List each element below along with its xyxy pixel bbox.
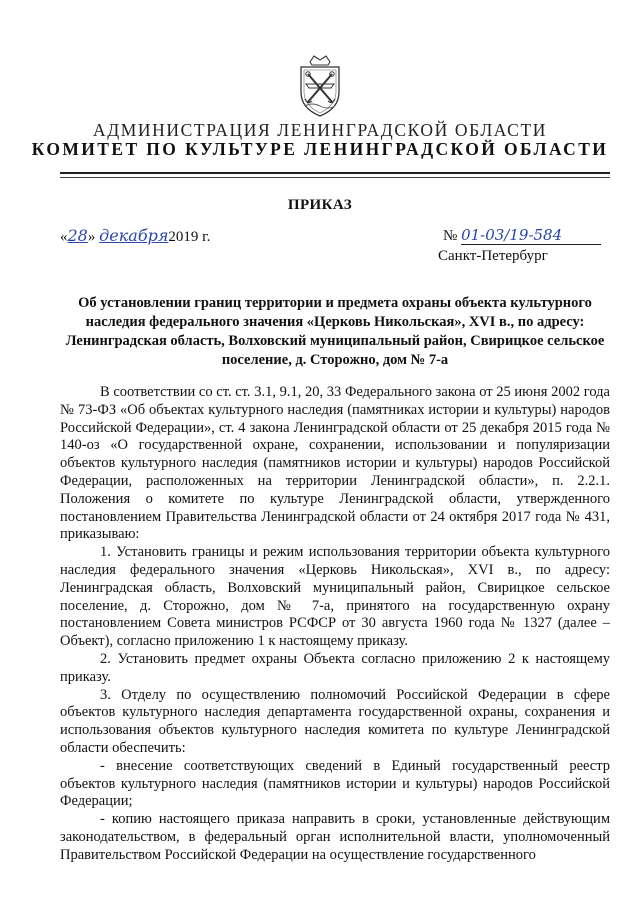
header-divider-thin	[60, 177, 610, 178]
order-subject: Об установлении границ территории и предмета охраны объекта культурного наследия федерального значения «Церковь Никольская», XVI в., по адресу: Ленинградская область, Волховский муниципальный район, Свирицкое сельское поселение, д. Сторожно, дом № 7-а	[65, 295, 605, 368]
date-open-quote: «	[60, 229, 68, 245]
header-divider-thick	[60, 172, 610, 174]
date-month-handwritten: декабря	[99, 226, 169, 245]
org-name-administration: АДМИНИСТРАЦИЯ ЛЕНИНГРАДСКОЙ ОБЛАСТИ	[93, 120, 547, 140]
number-prefix: №	[443, 228, 458, 244]
body-item-2: 2. Установить предмет охраны Объекта согласно приложению 2 к настоящему приказу.	[60, 650, 610, 685]
order-title: ПРИКАЗ	[287, 197, 353, 213]
order-number	[443, 226, 601, 245]
date-close-quote: »	[87, 229, 96, 245]
org-name-committee: КОМИТЕТ ПО КУЛЬТУРЕ ЛЕНИНГРАДСКОЙ ОБЛАСТИ	[31, 139, 609, 159]
order-body	[60, 384, 610, 865]
number-handwritten: 01-03/19-584	[461, 226, 601, 245]
date-day-handwritten: 28	[67, 226, 88, 245]
order-city: Санкт-Петербург	[438, 248, 548, 264]
body-intro-paragraph: В соответствии со ст. ст. 3.1, 9.1, 20, 33 Федерального закона от 25 июня 2002 года № 73-ФЗ «Об объектах культурного наследия (памятниках истории и культуры) народов Российской Федерации», ст. 4 закона Ленинградской области от 25 декабря 2015 года № 140-оз «О государственной охране, сохранении, использовании и популяризации объектов культурного наследия (памятников истории и культуры) народов Российской Федерации, расположенных на территории Ленинградской области», п. 2.2.1. Положения о комитете по культуре Ленинградской области, утвержденного постановлением Правительства Ленинградской области от 24 октября 2017 года № 431, приказываю:	[60, 384, 610, 543]
leningrad-oblast-coat-of-arms-icon	[298, 54, 342, 118]
order-date	[60, 226, 210, 246]
date-year: 2019 г.	[168, 229, 211, 245]
body-subitem-2: - копию настоящего приказа направить в сроки, установленные действующим законодательством, в федеральный орган исполнительной власти, уполномоченный Правительством Российской Федерации на осуществление государственного	[60, 811, 610, 863]
body-subitem-1: - внесение соответствующих сведений в Единый государственный реестр объектов культурного наследия (памятников истории и культуры) народов Российской Федерации;	[60, 757, 610, 810]
body-item-1: 1. Установить границы и режим использования территории объекта культурного наследия федерального значения «Церковь Никольская», XVI в., по адресу: Ленинградская область, Волховский муниципальный район, Свирицкое сельское поселение, д. Сторожно, дом № 7-а, принятого на государственную охрану постановлением Совета министров РСФСР от 30 августа 1960 года № 1327 (далее – Объект), согласно приложению 1 к настоящему приказу.	[60, 544, 610, 650]
body-item-3: 3. Отделу по осуществлению полномочий Российской Федерации в сфере объектов культурного наследия департамента государственной охраны, сохранения и использования объектов культурного наследия комитета по культуре Ленинградской области обеспечить:	[60, 686, 610, 756]
